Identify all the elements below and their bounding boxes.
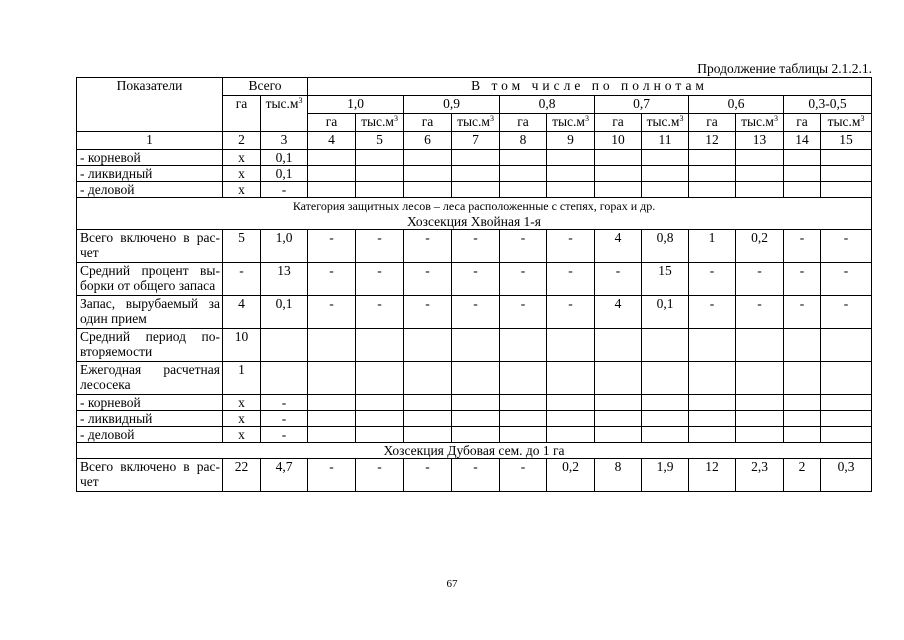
- table-cell: [308, 166, 356, 182]
- table-cell: -: [452, 296, 500, 329]
- table-row: [77, 459, 872, 492]
- table-cell: [736, 427, 784, 443]
- column-number: 14: [784, 132, 821, 150]
- header-total-volume: $тыс.м^3$: [261, 96, 308, 132]
- table-cell: [642, 427, 689, 443]
- table-row: [77, 296, 872, 329]
- unit-ha: га: [308, 114, 356, 132]
- table-cell: х: [223, 182, 261, 198]
- table-cell: [736, 395, 784, 411]
- table-cell: [404, 150, 452, 166]
- table-cell: [500, 427, 547, 443]
- column-number: 15: [821, 132, 872, 150]
- table-cell: -: [736, 263, 784, 296]
- table-cell: х: [223, 150, 261, 166]
- table-cell: -: [500, 296, 547, 329]
- table-cell: [547, 411, 595, 427]
- table-cell: [261, 362, 308, 395]
- table-cell: [404, 395, 452, 411]
- table-cell: 12: [689, 459, 736, 492]
- table-cell: [689, 395, 736, 411]
- table-cell: 4: [595, 296, 642, 329]
- table-cell: [308, 411, 356, 427]
- table-cell: -: [308, 230, 356, 263]
- row-label: - ликвидный: [77, 411, 223, 427]
- section-title: Категория защитных лесов – леса расположенные с степях, горах и др. Хозсекция Хвойная 1-я: [77, 198, 872, 230]
- unit-ha: га: [784, 114, 821, 132]
- column-number: 5: [356, 132, 404, 150]
- table-cell: -: [356, 263, 404, 296]
- table-cell: -: [356, 459, 404, 492]
- column-number: 1: [77, 132, 223, 150]
- unit-thousand-m3: $тыс.м^3$: [356, 114, 404, 132]
- unit-ha: га: [595, 114, 642, 132]
- table-row: [77, 395, 872, 411]
- column-numbers-row: [77, 132, 872, 150]
- table-cell: -: [547, 296, 595, 329]
- table-cell: 15: [642, 263, 689, 296]
- table-cell: -: [308, 263, 356, 296]
- table-cell: [547, 395, 595, 411]
- table-cell: [642, 182, 689, 198]
- table-cell: [595, 182, 642, 198]
- row-label: - корневой: [77, 150, 223, 166]
- table-cell: [547, 166, 595, 182]
- column-number: 11: [642, 132, 689, 150]
- column-number: 8: [500, 132, 547, 150]
- table-cell: 0,3: [821, 459, 872, 492]
- table-cell: [308, 362, 356, 395]
- table-cell: [689, 150, 736, 166]
- table-cell: [452, 166, 500, 182]
- table-cell: [308, 182, 356, 198]
- table-cell: [595, 329, 642, 362]
- table-cell: -: [547, 263, 595, 296]
- table-cell: [642, 150, 689, 166]
- unit-thousand-m3: $тыс.м^3$: [736, 114, 784, 132]
- table-cell: 1,9: [642, 459, 689, 492]
- table-cell: [821, 166, 872, 182]
- unit-thousand-m3: $тыс.м^3$: [547, 114, 595, 132]
- table-cell: [404, 182, 452, 198]
- table-cell: 0,2: [547, 459, 595, 492]
- table-cell: [308, 329, 356, 362]
- row-label: Средний период по-вторяемости: [77, 329, 223, 362]
- row-label: Ежегодная расчетная лесосека: [77, 362, 223, 395]
- table-cell: [595, 362, 642, 395]
- table-cell: [595, 411, 642, 427]
- table-cell: [595, 150, 642, 166]
- table-cell: [404, 427, 452, 443]
- header-density-6: 0,3-0,5: [784, 96, 872, 114]
- table-cell: [736, 182, 784, 198]
- column-number: 6: [404, 132, 452, 150]
- table-cell: [261, 329, 308, 362]
- table-cell: 0,1: [261, 150, 308, 166]
- table-cell: [547, 427, 595, 443]
- table-cell: -: [308, 459, 356, 492]
- row-label: - деловой: [77, 427, 223, 443]
- section-row-conifer: [77, 198, 872, 230]
- table-cell: [595, 427, 642, 443]
- table-row: [77, 150, 872, 166]
- table-cell: -: [452, 230, 500, 263]
- table-cell: [736, 362, 784, 395]
- table-cell: [356, 427, 404, 443]
- section-row-oak: [77, 443, 872, 459]
- table-cell: [404, 329, 452, 362]
- table-cell: [595, 395, 642, 411]
- unit-thousand-m3: $тыс.м^3$: [642, 114, 689, 132]
- table-cell: 2,3: [736, 459, 784, 492]
- table-cell: 4,7: [261, 459, 308, 492]
- table-cell: [784, 427, 821, 443]
- table-cell: [500, 150, 547, 166]
- table-cell: [452, 150, 500, 166]
- header-row-1: [77, 78, 872, 96]
- column-number: 2: [223, 132, 261, 150]
- table-cell: [356, 329, 404, 362]
- row-label: - деловой: [77, 182, 223, 198]
- table-cell: [689, 362, 736, 395]
- table-cell: [642, 362, 689, 395]
- section-title: Хозсекция Дубовая сем. до 1 га: [77, 443, 872, 459]
- header-density-1: 1,0: [308, 96, 404, 114]
- unit-thousand-m3: $тыс.м^3$: [452, 114, 500, 132]
- table-cell: [547, 182, 595, 198]
- table-cell: 0,1: [261, 296, 308, 329]
- table-cell: -: [784, 230, 821, 263]
- column-number: 9: [547, 132, 595, 150]
- table-cell: [452, 182, 500, 198]
- table-cell: 4: [595, 230, 642, 263]
- header-density-2: 0,9: [404, 96, 500, 114]
- table-cell: [308, 395, 356, 411]
- table-cell: [404, 411, 452, 427]
- unit-ha: га: [404, 114, 452, 132]
- header-total: Всего: [223, 78, 308, 96]
- table-cell: [642, 395, 689, 411]
- table-cell: -: [547, 230, 595, 263]
- row-label: - корневой: [77, 395, 223, 411]
- table-cell: [736, 411, 784, 427]
- table-cell: -: [784, 263, 821, 296]
- table-cell: [689, 411, 736, 427]
- table-cell: [356, 166, 404, 182]
- table-cell: х: [223, 411, 261, 427]
- table-cell: [821, 362, 872, 395]
- table-cell: 1: [689, 230, 736, 263]
- table-cell: -: [500, 230, 547, 263]
- table-cell: [500, 362, 547, 395]
- table-cell: -: [308, 296, 356, 329]
- table-cell: [784, 150, 821, 166]
- table-cell: [642, 166, 689, 182]
- table-cell: [736, 150, 784, 166]
- table-cell: 10: [223, 329, 261, 362]
- table-cell: 0,8: [642, 230, 689, 263]
- table-cell: 8: [595, 459, 642, 492]
- table-cell: -: [261, 411, 308, 427]
- row-label: - ликвидный: [77, 166, 223, 182]
- header-density-5: 0,6: [689, 96, 784, 114]
- table-cell: -: [356, 230, 404, 263]
- table-row: [77, 329, 872, 362]
- table-cell: -: [404, 230, 452, 263]
- table-caption: Продолжение таблицы 2.1.2.1.: [697, 61, 872, 76]
- table-cell: [736, 166, 784, 182]
- table-row: [77, 182, 872, 198]
- table-cell: [821, 427, 872, 443]
- header-indicators: Показатели: [77, 78, 223, 132]
- table-cell: -: [452, 459, 500, 492]
- table-cell: [404, 362, 452, 395]
- row-label: Всего включено в рас-чет: [77, 230, 223, 263]
- table-cell: [821, 395, 872, 411]
- table-cell: [500, 411, 547, 427]
- table-cell: 0,1: [642, 296, 689, 329]
- data-table: [76, 77, 872, 492]
- unit-ha: га: [500, 114, 547, 132]
- table-cell: 0,2: [736, 230, 784, 263]
- table-cell: [356, 395, 404, 411]
- table-cell: [356, 150, 404, 166]
- table-cell: [308, 150, 356, 166]
- table-cell: -: [821, 296, 872, 329]
- table-cell: [821, 182, 872, 198]
- table-cell: -: [500, 459, 547, 492]
- table-cell: [821, 411, 872, 427]
- table-cell: [784, 362, 821, 395]
- table-cell: [689, 427, 736, 443]
- table-cell: [784, 395, 821, 411]
- column-number: 7: [452, 132, 500, 150]
- table-row: [77, 411, 872, 427]
- table-cell: -: [261, 182, 308, 198]
- column-number: 10: [595, 132, 642, 150]
- table-row: [77, 230, 872, 263]
- table-cell: [642, 411, 689, 427]
- table-cell: [784, 182, 821, 198]
- table-cell: -: [261, 395, 308, 411]
- table-cell: [689, 329, 736, 362]
- table-cell: [595, 166, 642, 182]
- table-cell: [452, 395, 500, 411]
- column-number: 4: [308, 132, 356, 150]
- table-cell: [308, 427, 356, 443]
- table-cell: -: [821, 230, 872, 263]
- header-density-4: 0,7: [595, 96, 689, 114]
- table-cell: [452, 362, 500, 395]
- table-cell: -: [404, 296, 452, 329]
- table-cell: [500, 166, 547, 182]
- table-cell: х: [223, 427, 261, 443]
- table-cell: [784, 329, 821, 362]
- table-cell: [500, 329, 547, 362]
- table-row: [77, 427, 872, 443]
- table-cell: [500, 395, 547, 411]
- page-number: 67: [446, 578, 458, 590]
- table-cell: [689, 182, 736, 198]
- table-cell: -: [404, 263, 452, 296]
- row-label: Всего включено в рас-чет: [77, 459, 223, 492]
- table-cell: -: [404, 459, 452, 492]
- header-by-density: В том числе по полнотам: [308, 78, 872, 96]
- table-cell: [356, 362, 404, 395]
- table-row: [77, 263, 872, 296]
- table-cell: [784, 166, 821, 182]
- table-cell: [736, 329, 784, 362]
- table-cell: -: [736, 296, 784, 329]
- header-density-3: 0,8: [500, 96, 595, 114]
- table-cell: -: [261, 427, 308, 443]
- table-cell: [547, 362, 595, 395]
- table-cell: [547, 150, 595, 166]
- table-cell: [404, 166, 452, 182]
- table-cell: [547, 329, 595, 362]
- table-cell: [784, 411, 821, 427]
- unit-thousand-m3: $тыс.м^3$: [821, 114, 872, 132]
- table-cell: 2: [784, 459, 821, 492]
- table-row: [77, 166, 872, 182]
- table-cell: -: [821, 263, 872, 296]
- column-number: 3: [261, 132, 308, 150]
- table-cell: 4: [223, 296, 261, 329]
- table-cell: 1: [223, 362, 261, 395]
- header-total-ha: га: [223, 96, 261, 132]
- table-cell: 22: [223, 459, 261, 492]
- table-cell: [356, 411, 404, 427]
- table-cell: х: [223, 166, 261, 182]
- unit-ha: га: [689, 114, 736, 132]
- table-cell: 1,0: [261, 230, 308, 263]
- table-cell: -: [595, 263, 642, 296]
- column-number: 13: [736, 132, 784, 150]
- table-cell: -: [784, 296, 821, 329]
- table-cell: 5: [223, 230, 261, 263]
- table-cell: [452, 427, 500, 443]
- table-cell: [821, 150, 872, 166]
- table-cell: [452, 329, 500, 362]
- table-cell: -: [500, 263, 547, 296]
- table-cell: [500, 182, 547, 198]
- table-cell: [642, 329, 689, 362]
- table-row: [77, 362, 872, 395]
- table-cell: 0,1: [261, 166, 308, 182]
- table-cell: -: [356, 296, 404, 329]
- row-label: Запас, вырубаемый за один прием: [77, 296, 223, 329]
- table-cell: -: [223, 263, 261, 296]
- table-cell: [356, 182, 404, 198]
- column-number: 12: [689, 132, 736, 150]
- table-cell: 13: [261, 263, 308, 296]
- table-cell: -: [689, 263, 736, 296]
- table-cell: [689, 166, 736, 182]
- table-cell: [452, 411, 500, 427]
- table-cell: -: [452, 263, 500, 296]
- table-cell: [821, 329, 872, 362]
- table-cell: х: [223, 395, 261, 411]
- table-cell: -: [689, 296, 736, 329]
- row-label: Средний процент вы-борки от общего запаса: [77, 263, 223, 296]
